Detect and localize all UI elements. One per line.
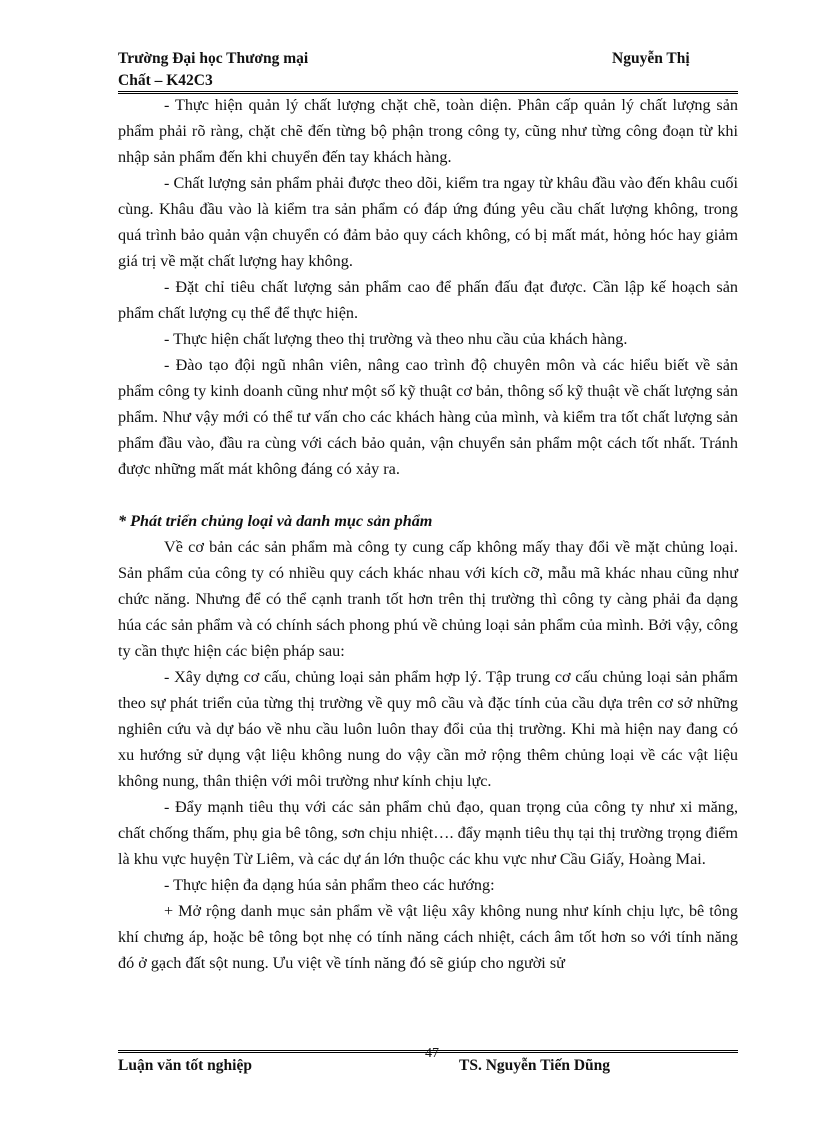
header-author-class: Chất – K42C3	[118, 72, 213, 89]
footer-thesis-label: Luận văn tốt nghiệp	[118, 1057, 252, 1074]
paragraph-spacer	[118, 482, 738, 508]
paragraph-product-overview: Về cơ bản các sản phẩm mà công ty cung cấp không mấy thay đổi về mặt chủng loại. Sản phẩm của công ty có nhiều quy cách khác nhau với kích cỡ, mẫu mã khác nhau cũng như chức năng. Nhưng để có thể cạnh tranh tốt hơn trên thị trường thì công ty càng phải đa dạng húa các sản phẩm và có chính sách phong phú về chủng loại sản phẩm của mình. Bởi vậy, công ty cần thực hiện các biện pháp sau:	[118, 538, 738, 660]
paragraph-product-structure: - Xây dựng cơ cấu, chủng loại sản phẩm hợp lý. Tập trung cơ cấu chủng loại sản phẩm theo sự phát triển của từng thị trường về quy mô cầu và đặc tính của cầu dựa trên cơ sở những nghiên cứu và dự báo về nhu cầu luôn luôn thay đổi của thị trường. Khi mà hiện nay đang có xu hướng sử dụng vật liệu không nung do vậy cần mở rộng thêm chủng loại về các vật liệu không nung, thân thiện với môi trường như kính chịu lực.	[118, 668, 738, 790]
paragraph-quality-targets: - Đặt chỉ tiêu chất lượng sản phẩm cao để phấn đấu đạt được. Cần lập kế hoạch sản phẩm chất lượng cụ thể để thực hiện.	[118, 278, 738, 322]
paragraph-quality-monitoring: - Chất lượng sản phẩm phải được theo dõi, kiểm tra ngay từ khâu đầu vào đến khâu cuối cùng. Khâu đầu vào là kiểm tra sản phẩm có đáp ứng đúng yêu cầu chất lượng không, trong quá trình bảo quản vận chuyển có đảm bảo quy cách không, có bị mất mát, hỏng hóc hay giảm giá trị về mặt chất lượng hay không.	[118, 174, 738, 270]
header-author: Nguyễn Thị	[612, 50, 690, 67]
document-body	[118, 92, 738, 976]
page-number: 47	[425, 1046, 439, 1061]
header-university: Trường Đại học Thương mại	[118, 50, 309, 67]
footer-supervisor: TS. Nguyễn Tiến Dũng	[459, 1057, 611, 1074]
paragraph-key-products: - Đẩy mạnh tiêu thụ với các sản phẩm chủ đạo, quan trọng của công ty như xi măng, chất chống thấm, phụ gia bê tông, sơn chịu nhiệt…. đẩy mạnh tiêu thụ tại thị trường trọng điểm là khu vực huyện Từ Liêm, và các dự án lớn thuộc các khu vực như Cầu Giấy, Hoàng Mai.	[118, 798, 738, 868]
paragraph-non-fired-materials: + Mở rộng danh mục sản phẩm về vật liệu xây không nung như kính chịu lực, bê tông khí chưng áp, hoặc bê tông bọt nhẹ có tính năng cách nhiệt, cách âm tốt hơn so với tính năng đó ở gạch đất sột nung. Ưu việt về tính năng đó sẽ giúp cho người sử	[118, 902, 738, 972]
paragraph-staff-training: - Đào tạo đội ngũ nhân viên, nâng cao trình độ chuyên môn và các hiểu biết về sản phẩm công ty kinh doanh cũng như một số kỹ thuật cơ bản, thông số kỹ thuật về chất lượng sản phẩm. Như vậy mới có thể tư vấn cho các khách hàng của mình, và kiểm tra tốt chất lượng sản phẩm đầu vào, đầu ra cùng với cách bảo quản, vận chuyển sản phẩm một cách tốt nhất. Tránh được những mất mát không đáng có xảy ra.	[118, 356, 738, 478]
paragraph-diversification: - Thực hiện đa dạng húa sản phẩm theo các hướng:	[164, 876, 495, 894]
paragraph-market-quality: - Thực hiện chất lượng theo thị trường và theo nhu cầu của khách hàng.	[164, 330, 628, 348]
paragraph-quality-management: - Thực hiện quản lý chất lượng chặt chẽ, toàn diện. Phân cấp quản lý chất lượng sản phẩm phải rõ ràng, chặt chẽ đến từng bộ phận trong công ty, cũng như từng công đoạn từ khi nhập sản phẩm đến khi chuyển đến tay khách hàng.	[118, 96, 738, 166]
section-heading: * Phát triển chủng loại và danh mục sản phẩm	[118, 512, 433, 530]
